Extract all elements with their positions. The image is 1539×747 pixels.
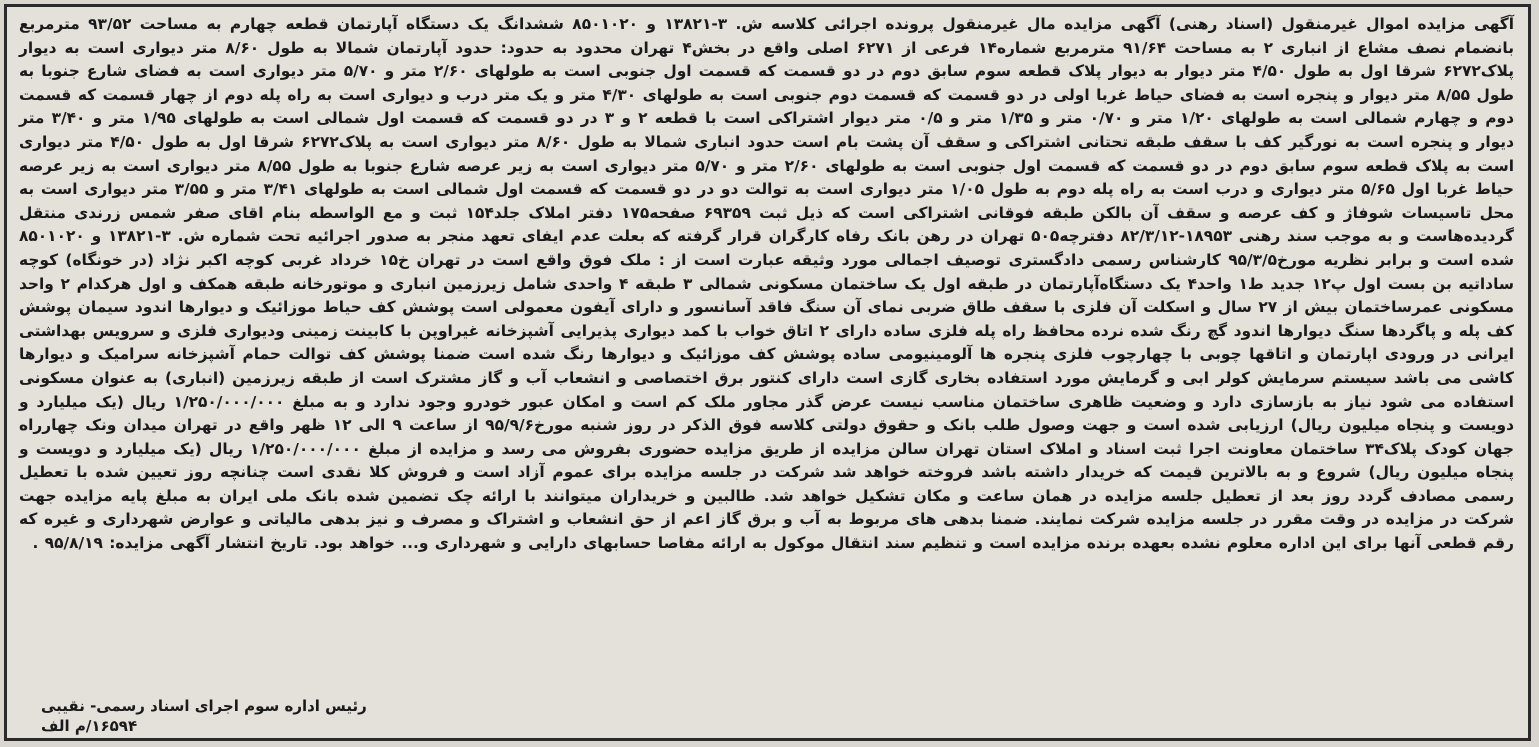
signature-line: رئیس اداره سوم اجرای اسناد رسمی- نقیبی	[41, 697, 367, 715]
notice-body: آگهی مزایده اموال غیرمنقول (اسناد رهنی) آگهی مزایده مال غیرمنقول پرونده اجرائی کلاسه ش. ۳-۱۳۸۲۱ و ۸۵۰۱۰۲۰ ششدانگ یک دستگاه آپارتمان قطعه چهارم به مساحت ۹۳/۵۲ مترمربع بانضمام نصف مشاع از انباری ۲ به مساحت ۹۱/۶۴ مترمربع شماره۱۴ فرعی از ۶۲۷۱ اصلی واقع در بخش۴ تهران محدود به حدود: حدود آپارتمان شمالا به طول ۸/۶۰ متر دیواری است به دیوار پلاک۶۲۷۲ شرقا اول به طول ۴/۵۰ متر دیوار به دیوار پلاک قطعه سوم سابق دوم در دو قسمت که قسمت اول جنوبی است به طولهای ۲/۶۰ متر و ۵/۷۰ متر دیواری است به فضای شارع جنوبا به طول ۸/۵۵ متر دیوار و پنجره است به فضای حیاط غربا اولی در دو قسمت که قسمت دوم جنوبی است به طولهای ۴/۳۰ متر و یک متر درب و دیواری است به راه پله دوم از چهار قسمت که قسمت دوم و چهارم شمالی است به طولهای ۱/۲۰ متر و ۰/۷۰ متر و ۱/۳۵ متر و ۰/۵ متر دیوار اشتراکی است با قطعه ۲ و ۳ در دو قسمت که قسمت اول شمالی است به طولهای ۱/۹۵ متر و ۳/۴۰ متر دیوار و پنجره است به نورگیر کف با سقف طبقه تحتانی اشتراکی و سقف آن پشت بام است حدود انباری شمالا به طول ۸/۶۰ متر دیواری است به پلاک۶۲۷۲ شرقا اول به طول ۴/۵۰ متر دیواری است به پلاک قطعه سوم سابق دوم در دو قسمت که قسمت اول جنوبی است به طولهای ۲/۶۰ متر و ۵/۷۰ متر دیواری است به زیر عرصه شارع جنوبا به طول ۸/۵۵ متر دیواری است به زیر عرصه حیاط غربا اول ۵/۶۵ متر دیواری و درب است به راه پله دوم به طول ۱/۰۵ متر دیواری است به توالت دو در دو قسمت که قسمت اول شمالی است به طولهای ۳/۴۱ متر و ۳/۵۵ متر دیواری است به محل تاسیسات شوفاژ و کف عرصه و سقف آن بالکن طبقه فوقانی اشتراکی است که ذیل ثبت ۶۹۳۵۹ صفحه۱۷۵ دفتر املاک جلد۱۵۴ ثبت و مع الواسطه بنام اقای صفر شمس زرندی منتقل گردیده‌هاست و به موجب سند رهنی ۱۸۹۵۳-۸۲/۳/۱۲ دفترچه۵۰۵ تهران در رهن بانک رفاه کارگران قرار گرفته که بعلت عدم ایفای تعهد منجر به صدور اجرائیه تحت شماره ش. ۳-۱۳۸۲۱ و ۸۵۰۱۰۲۰ شده است و برابر نظریه مورخ۹۵/۳/۵ کارشناس رسمی دادگستری توصیف اجمالی مورد وثیقه عبارت است از : ملک فوق واقع است در تهران خ۱۵ خرداد غربی کوچه اکبر نژاد (در خونگاه) کوچه ساداتیه بن بست اول پ۱۲ جدید ط۱ واحد۴ یک دستگاه‌آپارتمان در طبقه اول یک ساختمان مسکونی شمالی ۳ طبقه ۴ واحدی شامل زیرزمین انباری و موتورخانه طبقه همکف و اول هرکدام ۲ واحد مسکونی عمرساختمان بیش از ۲۷ سال و اسکلت آن فلزی با سقف طاق ضربی نمای آن سنگ فاقد آسانسور و دارای آیفون معمولی است پوشش کف حیاط موزائیک و دیوارها اندود سیمان پوشش کف پله و پاگردها سنگ دیوارها اندود گچ رنگ شده نرده محافظ راه پله فلزی ساده دارای ۲ اتاق خواب با کمد دیواری پذیرایی آشپزخانه غیراوپن با کابینت زمینی ودیواری فلزی و سرویس بهداشتی ایرانی در ورودی اپارتمان و اتاقها چوبی با چهارچوب فلزی پنجره ها آلومینیومی ساده پوشش کف موزائیک و دیوارها رنگ شده است ضمنا پوشش کف توالت حمام آشپزخانه سرامیک و دیوارها کاشی می باشد سیستم سرمایش کولر ابی و گرمایش مورد استفاده بخاری گازی است دارای کنتور برق اختصاصی و انشعاب آب و گاز مشترک است از طبقه زیرزمین (انباری) به عنوان مسکونی استفاده می شود نیاز به بازسازی دارد و وضعیت ظاهری ساختمان مناسب نیست عرض گذر مجاور ملک کم است و امکان عبور خودرو وجود ندارد و به مبلغ ۱/۲۵۰/۰۰۰/۰۰۰ ریال (یک میلیارد و دویست و پنجاه میلیون ریال) ارزیابی شده است و جهت وصول طلب بانک و حقوق دولتی کلاسه فوق الذکر در روز شنبه مورخ۹۵/۹/۶ از ساعت ۹ الی ۱۲ ظهر واقع در تهران میدان ونک چهارراه جهان کودک پلاک۳۴ ساختمان معاونت اجرا ثبت اسناد و املاک استان تهران سالن مزایده از طریق مزایده حضوری بفروش می رسد و مزایده از مبلغ ۱/۲۵۰/۰۰۰/۰۰۰ ریال (یک میلیارد و دویست و پنجاه میلیون ریال) شروع و به بالاترین قیمت که خریدار داشته باشد فروخته خواهد شد شرکت در جلسه مزایده برای عموم آزاد است و فروش کلا نقدی است چنانچه روز تعیین شده با تعطیل رسمی مصادف گردد روز بعد از تعطیل جلسه مزایده در همان ساعت و مکان تشکیل خواهد شد. طالبین و خریداران میتوانند با ارائه چک تضمین شده بانک ملی ایران به مبلغ پایه مزایده جهت شرکت در مزایده در وقت مقرر در جلسه مزایده شرکت نمایند. ضمنا بدهی های مربوط به آب و برق گاز اعم از حق انشعاب و اشتراک و مصرف و نیز بدهی مالیاتی و عوارض شهرداری و غیره که رقم قطعی آنها برای این اداره معلوم نشده بعهده برنده مزایده است و تنظیم سند انتقال موکول به ارائه مفاصا حسابهای دارایی و شهرداری و... خواهد بود. تاریخ انتشار آگهی مزایده: ۹۵/۸/۱۹ .	[19, 15, 1515, 553]
notice-footer	[41, 697, 1514, 737]
notice-frame	[4, 4, 1531, 741]
reference-number: ۱۶۵۹۴/م الف	[41, 717, 138, 735]
